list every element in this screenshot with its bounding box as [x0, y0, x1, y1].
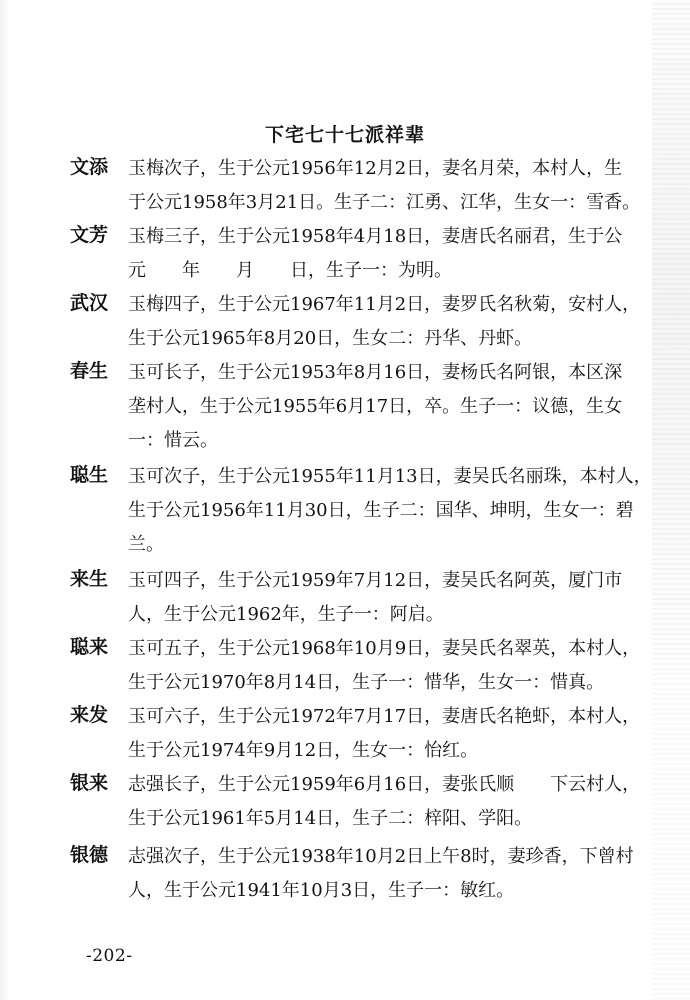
entry-text: [128, 356, 658, 458]
entry-line: 玉可六子，生于公元1972年7月17日，妻唐氏名艳虾，本村人，: [128, 706, 641, 727]
entry-line: 玉可次子，生于公元1955年11月13日，妻吴氏名丽珠，本村人，: [128, 466, 652, 487]
entry-text: [128, 700, 658, 768]
entry-line: 于公元1958年3月21日。生子二：江勇、江华，生女一：雪香。: [128, 192, 641, 213]
entry-line: 玉可长子，生于公元1953年8月16日，妻杨氏名阿银，本区深: [128, 362, 623, 383]
entry-text: [128, 632, 658, 700]
entry-line: 志强长子，生于公元1959年6月16日，妻张氏顺 下云村人，: [128, 774, 641, 795]
entry-name: 文添: [70, 156, 109, 178]
entry-text: [128, 220, 658, 288]
entry-line: 人，生于公元1962年，生子一：阿启。: [128, 604, 444, 625]
entry-name: 银来: [70, 772, 109, 794]
entry-name: 来发: [70, 704, 109, 726]
entry-name: 聪生: [70, 464, 109, 486]
entry-line: 志强次子，生于公元1938年10月2日上午8时，妻珍香，下曾村: [128, 846, 634, 867]
entry-line: 元 年 月 日，生子一：为明。: [128, 260, 452, 281]
entry-line: 生于公元1970年8月14日，生子一：惜华，生女一：惜真。: [128, 672, 605, 693]
entry-line: 玉梅次子，生于公元1956年12月2日，妻名月荣，本村人，生: [128, 158, 623, 179]
entry-text: [128, 840, 658, 908]
entry-line: 一：惜云。: [128, 430, 218, 451]
entry-name: 聪来: [70, 636, 109, 658]
entry-text: [128, 152, 658, 220]
entry-line: 人，生于公元1941年10月3日，生子一：敏红。: [128, 880, 515, 901]
entry-name: 文芳: [70, 224, 109, 246]
entry-line: 生于公元1965年8月20日，生女二：丹华、丹虾。: [128, 328, 533, 349]
entry-text: [128, 460, 658, 562]
entry-line: 玉梅三子，生于公元1958年4月18日，妻唐氏名丽君，生于公: [128, 226, 623, 247]
entry-name: 春生: [70, 360, 109, 382]
entry-name: 来生: [70, 568, 109, 590]
entry-text: [128, 288, 658, 356]
entry-line: 玉梅四子，生于公元1967年11月2日，妻罗氏名秋菊，安村人，: [128, 294, 641, 315]
page-number: -202-: [86, 946, 133, 966]
page-title: 下宅七十七派祥辈: [264, 124, 425, 146]
entry-name: 武汉: [70, 292, 109, 314]
entry-line: 玉可五子，生于公元1968年10月9日，妻吴氏名翠英，本村人，: [128, 638, 641, 659]
entry-line: 生于公元1956年11月30日，生子二：国华、坤明，生女一：碧: [128, 500, 634, 521]
entry-text: [128, 564, 658, 632]
entry-line: 玉可四子，生于公元1959年7月12日，妻吴氏名阿英，厦门市: [128, 570, 623, 591]
entry-text: [128, 768, 658, 836]
entry-line: 兰。: [128, 534, 164, 555]
entry-line: 生于公元1974年9月12日，生女一：怡红。: [128, 740, 479, 761]
entry-line: 生于公元1961年5月14日，生子二：梓阳、学阳。: [128, 808, 533, 829]
scan-shadow-left: [0, 0, 10, 1000]
entry-name: 银德: [70, 844, 109, 866]
entry-line: 垄村人，生于公元1955年6月17日，卒。生子一：议德，生女: [128, 396, 623, 417]
